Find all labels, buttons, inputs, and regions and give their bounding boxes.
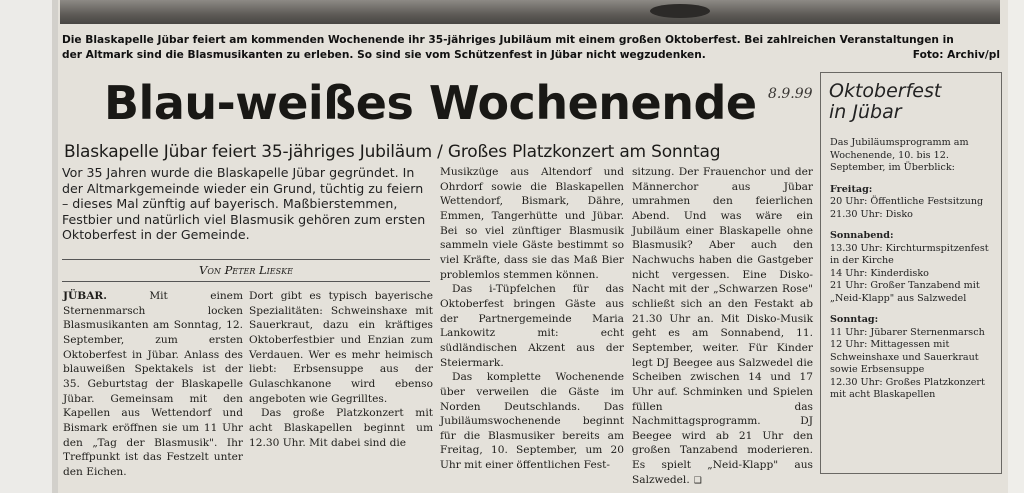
info-box-body: [830, 137, 996, 402]
program-item: 20 Uhr: Öffentliche Festsitzung: [830, 196, 984, 207]
program-item: 21 Uhr: Großer Tanzabend mit „Neid-Klapp" aus Salzwedel: [830, 280, 980, 304]
subheadline: Blaskapelle Jübar feiert 35-jähriges Jubiläum / Großes Platzkonzert am Sonntag: [64, 142, 721, 162]
program-item: 12.30 Uhr: Großes Platzkonzert mit acht Blaskapellen: [830, 376, 985, 400]
info-box-title-line: in Jübar: [829, 101, 902, 123]
author-byline: [62, 259, 430, 282]
handwritten-date: 8.9.99: [768, 86, 813, 102]
lead-paragraph: Vor 35 Jahren wurde die Blaskapelle Jübar gegründet. In der Altmarkgemeinde wieder ein Grund, tüchtig zu feiern – dieses Mal zünftig auf bayerisch. Maßbierstemmen, Festbier und natürlich viel Blasmusik gehören zum ersten Oktoberfest in der Gemeinde.: [62, 165, 426, 243]
photo-credit: Foto: Archiv/pl: [912, 48, 1000, 61]
paragraph: [63, 289, 243, 480]
info-box-title-line: Oktoberfest: [829, 80, 942, 102]
photo-detail: [650, 4, 710, 18]
info-box-title: [829, 81, 941, 123]
scan-margin-right: [1008, 0, 1024, 493]
paragraph-text: sitzung. Der Frauenchor und der Männerchor aus Jübar umrahmen den feierlichen Abend. Und was wäre ein Jubiläum einer Blaskapelle ohne Blasmusik? Aber auch den Nachwuchs haben die Gastgeber nicht vergessen. Eine Disko-Nacht mit der „Schwarzen Rose" schließt sich an den Festakt ab 21.30 Uhr an. Mit Disko-Musik geht es am Sonnabend, 11. September, weiter. Für Kinder legt DJ Beegee aus Salzwedel die Scheiben zwischen 14 und 17 Uhr auf. Schminken und Spielen füllen das Nachmittagsprogramm. DJ Beegee wird ab 21 Uhr den großen Tanzabend moderieren. Es spielt „Neid-Klapp" aus Salzwedel.: [632, 166, 813, 486]
author-name: Von Peter Lieske: [199, 263, 293, 277]
paragraph: Das komplette Wochenende über verweilen die Gäste im Norden Deutschlands. Das Jubiläumswochenende beginnt für die Blasmusiker bereits am Freitag, 10. September, um 20 Uhr mit einer öffentlichen Fest-: [440, 371, 624, 472]
article-column-2: [249, 289, 433, 450]
dateline: JÜBAR.: [63, 290, 107, 302]
article-column-3: [440, 165, 624, 473]
program-item: 12 Uhr: Mittagessen mit Schweinshaxe und Sauerkraut sowie Erbsensuppe: [830, 339, 979, 375]
paragraph-text: Mit einem Sternenmarsch locken Blasmusikanten am Sonntag, 12. September, zum ersten Oktoberfest in Jübar. Anlass des blauweißen Spektakels ist der 35. Geburtstag der Blaskapelle Jübar. Gemeinsam mit den Kapellen aus Wettendorf und Bismark eröffnen sie um 11 Uhr den „Tag der Blasmusik". Ihr Treffpunkt ist das Festzelt unter den Eichen.: [63, 290, 243, 478]
caption-line-2: der Altmark sind die Blasmusikanten zu erleben. So sind sie vom Schützenfest in Jübar nicht wegzudenken.: [62, 48, 706, 61]
program-item: 21.30 Uhr: Disko: [830, 208, 913, 220]
paragraph: Das große Platzkonzert mit acht Blaskapellen beginnt um 12.30 Uhr. Mit dabei sind die: [249, 407, 433, 449]
paragraph: [632, 165, 813, 488]
program-day-heading: Sonntag:: [830, 314, 879, 325]
article-column-1: [63, 289, 243, 480]
paragraph: Das i-Tüpfelchen für das Oktoberfest bringen Gäste aus der Partnergemeinde Maria Lankowitz mit: echt südländischen Akzent aus der Steiermark.: [440, 283, 624, 369]
program-item: 11 Uhr: Jübarer Sternenmarsch: [830, 326, 985, 338]
program-item: 13.30 Uhr: Kirchturmspitzenfest in der Kirche: [830, 242, 989, 266]
article-photo: [60, 0, 1000, 24]
end-mark-icon: ❑: [693, 475, 702, 486]
scan-margin-left: [0, 0, 52, 493]
info-box: [820, 72, 1002, 474]
program-day-heading: Freitag:: [830, 183, 873, 195]
caption-line-1: Die Blaskapelle Jübar feiert am kommenden Wochenende ihr 35-jähriges Jubiläum mit einem großen Oktoberfest. Bei zahlreichen Veranstaltungen in: [62, 34, 954, 46]
program-day-heading: Sonnabend:: [830, 230, 894, 241]
headline: Blau-weißes Wochenende: [104, 76, 757, 130]
photo-caption: [62, 33, 1002, 62]
paragraph: Musikzüge aus Altendorf und Ohrdorf sowie die Blaskapellen Wettendorf, Bismark, Dähre, Emmen, Tangerhütte und Jübar. Bei so viel zünftiger Blasmusik sammeln viele Gäste bestimmt so viel Kräfte, dass sie das Maß Bier problemlos stemmen können.: [440, 166, 624, 281]
program-item: 14 Uhr: Kinderdisko: [830, 267, 929, 279]
article-column-4: [632, 165, 813, 488]
info-box-intro: Das Jubiläumsprogramm am Wochenende, 10. bis 12. September, im Überblick:: [830, 137, 969, 173]
paragraph: Dort gibt es typisch bayerische Spezialitäten: Schweinshaxe mit Sauerkraut, dazu ein kräftiges Oktoberfestbier und Enzian zum Verdauen. Wer es mehr heimisch liebt: Erbsensuppe aus der Gulaschkanone wird ebenso angeboten wie Gegrilltes.: [249, 290, 433, 405]
